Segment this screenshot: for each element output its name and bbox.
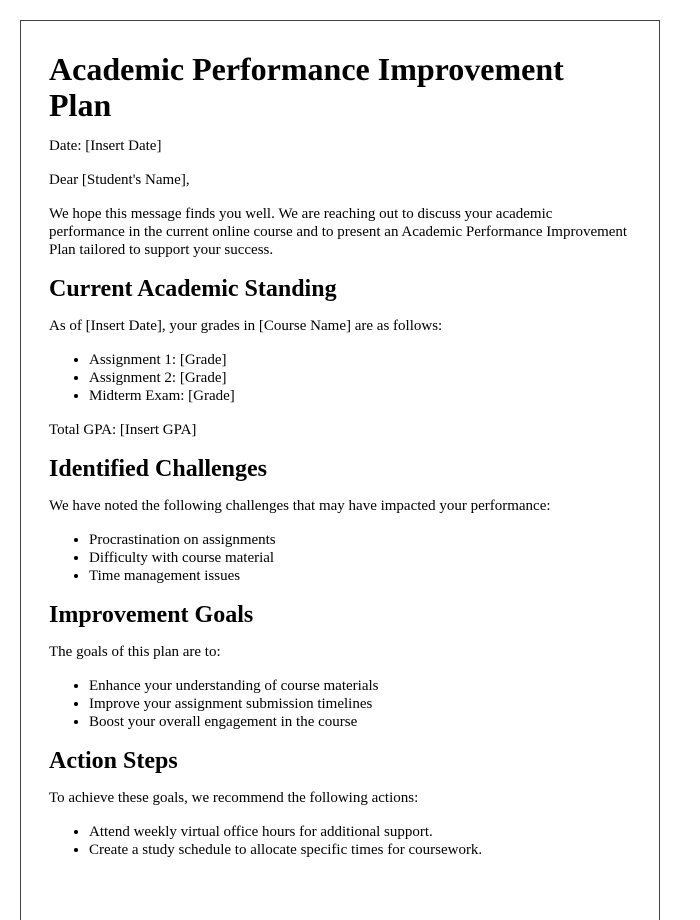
list-item: • Create a study schedule to allocate specific times for coursework. xyxy=(89,841,631,859)
page-title: Academic Performance Improvement Plan xyxy=(49,51,564,123)
list-item: • Difficulty with course material xyxy=(89,549,631,567)
list-item: • Boost your overall engagement in the course xyxy=(89,713,631,731)
section-heading-standing: Current Academic Standing xyxy=(49,276,337,302)
list-item: • Assignment 2: [Grade] xyxy=(89,369,631,387)
letter-document xyxy=(20,20,660,920)
list-item: • Assignment 1: [Grade] xyxy=(89,351,631,369)
standing-intro: As of [Insert Date], your grades in [Course Name] are as follows: xyxy=(49,318,443,334)
actions-intro: To achieve these goals, we recommend the following actions: xyxy=(49,790,419,806)
list-item: • Procrastination on assignments xyxy=(89,531,631,549)
total-gpa: Total GPA: [Insert GPA] xyxy=(49,422,197,438)
challenges-intro: We have noted the following challenges that may have impacted your performance: xyxy=(49,498,551,514)
list-item: • Attend weekly virtual office hours for additional support. xyxy=(89,823,631,841)
salutation: Dear [Student's Name], xyxy=(49,172,190,188)
date-line: Date: [Insert Date] xyxy=(49,138,162,154)
section-heading-challenges: Identified Challenges xyxy=(49,456,268,482)
list-item: • Midterm Exam: [Grade] xyxy=(89,387,631,405)
section-heading-actions: Action Steps xyxy=(49,748,178,774)
actions-list xyxy=(49,823,631,859)
challenges-list xyxy=(49,531,631,585)
list-item: • Enhance your understanding of course materials xyxy=(89,677,631,695)
list-item: • Time management issues xyxy=(89,567,631,585)
grades-list xyxy=(49,351,631,405)
intro-paragraph: We hope this message finds you well. We are reaching out to discuss your academic performance in the current online course and to present an Academic Performance Improvement Plan tailored to support your success. xyxy=(49,206,628,258)
section-heading-goals: Improvement Goals xyxy=(49,602,254,628)
goals-list xyxy=(49,677,631,731)
goals-intro: The goals of this plan are to: xyxy=(49,644,221,660)
list-item: • Improve your assignment submission timelines xyxy=(89,695,631,713)
